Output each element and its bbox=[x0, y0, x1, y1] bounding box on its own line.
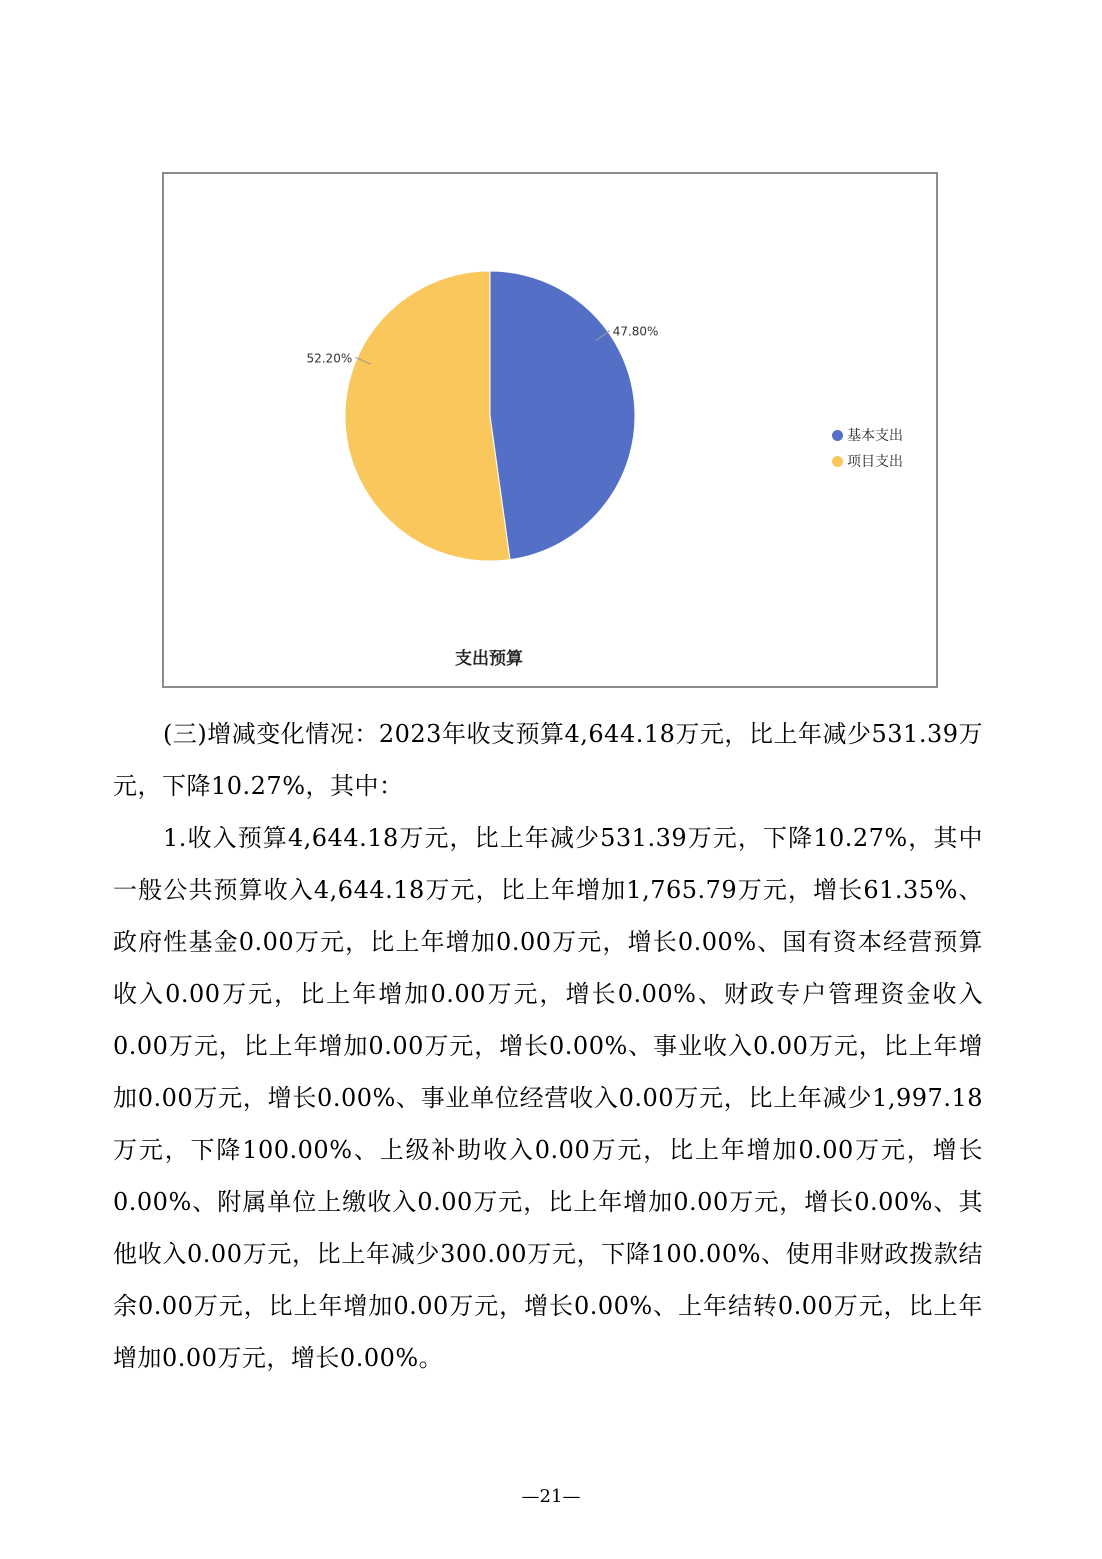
legend-dot-icon bbox=[832, 430, 843, 441]
legend-label: 项目支出 bbox=[847, 454, 903, 470]
legend-dot-icon bbox=[832, 456, 843, 467]
pie-chart bbox=[164, 174, 936, 686]
legend-item-project bbox=[832, 448, 903, 474]
pie-chart-frame bbox=[162, 172, 938, 688]
pie-slice-project bbox=[345, 271, 510, 561]
paragraph-summary: (三)增减变化情况：2023年收支预算4,644.18万元，比上年减少531.39万元，下降10.27%，其中： bbox=[113, 720, 983, 800]
legend-label: 基本支出 bbox=[847, 428, 903, 444]
page-number: —21— bbox=[521, 1486, 581, 1507]
legend-item-basic bbox=[832, 422, 903, 448]
chart-title: 支出预算 bbox=[455, 649, 523, 669]
pie-data-label: 52.20% bbox=[306, 351, 353, 366]
pie-data-label: 47.80% bbox=[612, 324, 659, 339]
document-body bbox=[113, 708, 983, 1384]
pie-slice-basic bbox=[490, 271, 635, 560]
chart-legend bbox=[832, 422, 903, 474]
paragraph-income-detail: 1.收入预算4,644.18万元，比上年减少531.39万元，下降10.27%，其中一般公共预算收入4,644.18万元，比上年增加1,765.79万元，增长61.35%、政府性基金0.00万元，比上年增加0.00万元，增长0.00%、国有资本经营预算收入0.00万元，比上年增加0.00万元，增长0.00%、财政专户管理资金收入0.00万元，比上年增加0.00万元，增长0.00%、事业收入0.00万元，比上年增加0.00万元，增长0.00%、事业单位经营收入0.00万元，比上年减少1,997.18万元，下降100.00%、上级补助收入0.00万元，比上年增加0.00万元，增长0.00%、附属单位上缴收入0.00万元，比上年增加0.00万元，增长0.00%、其他收入0.00万元，比上年减少300.00万元，下降100.00%、使用非财政拨款结余0.00万元，比上年增加0.00万元，增长0.00%、上年结转0.00万元，比上年增加0.00万元，增长0.00%。 bbox=[113, 824, 983, 1372]
